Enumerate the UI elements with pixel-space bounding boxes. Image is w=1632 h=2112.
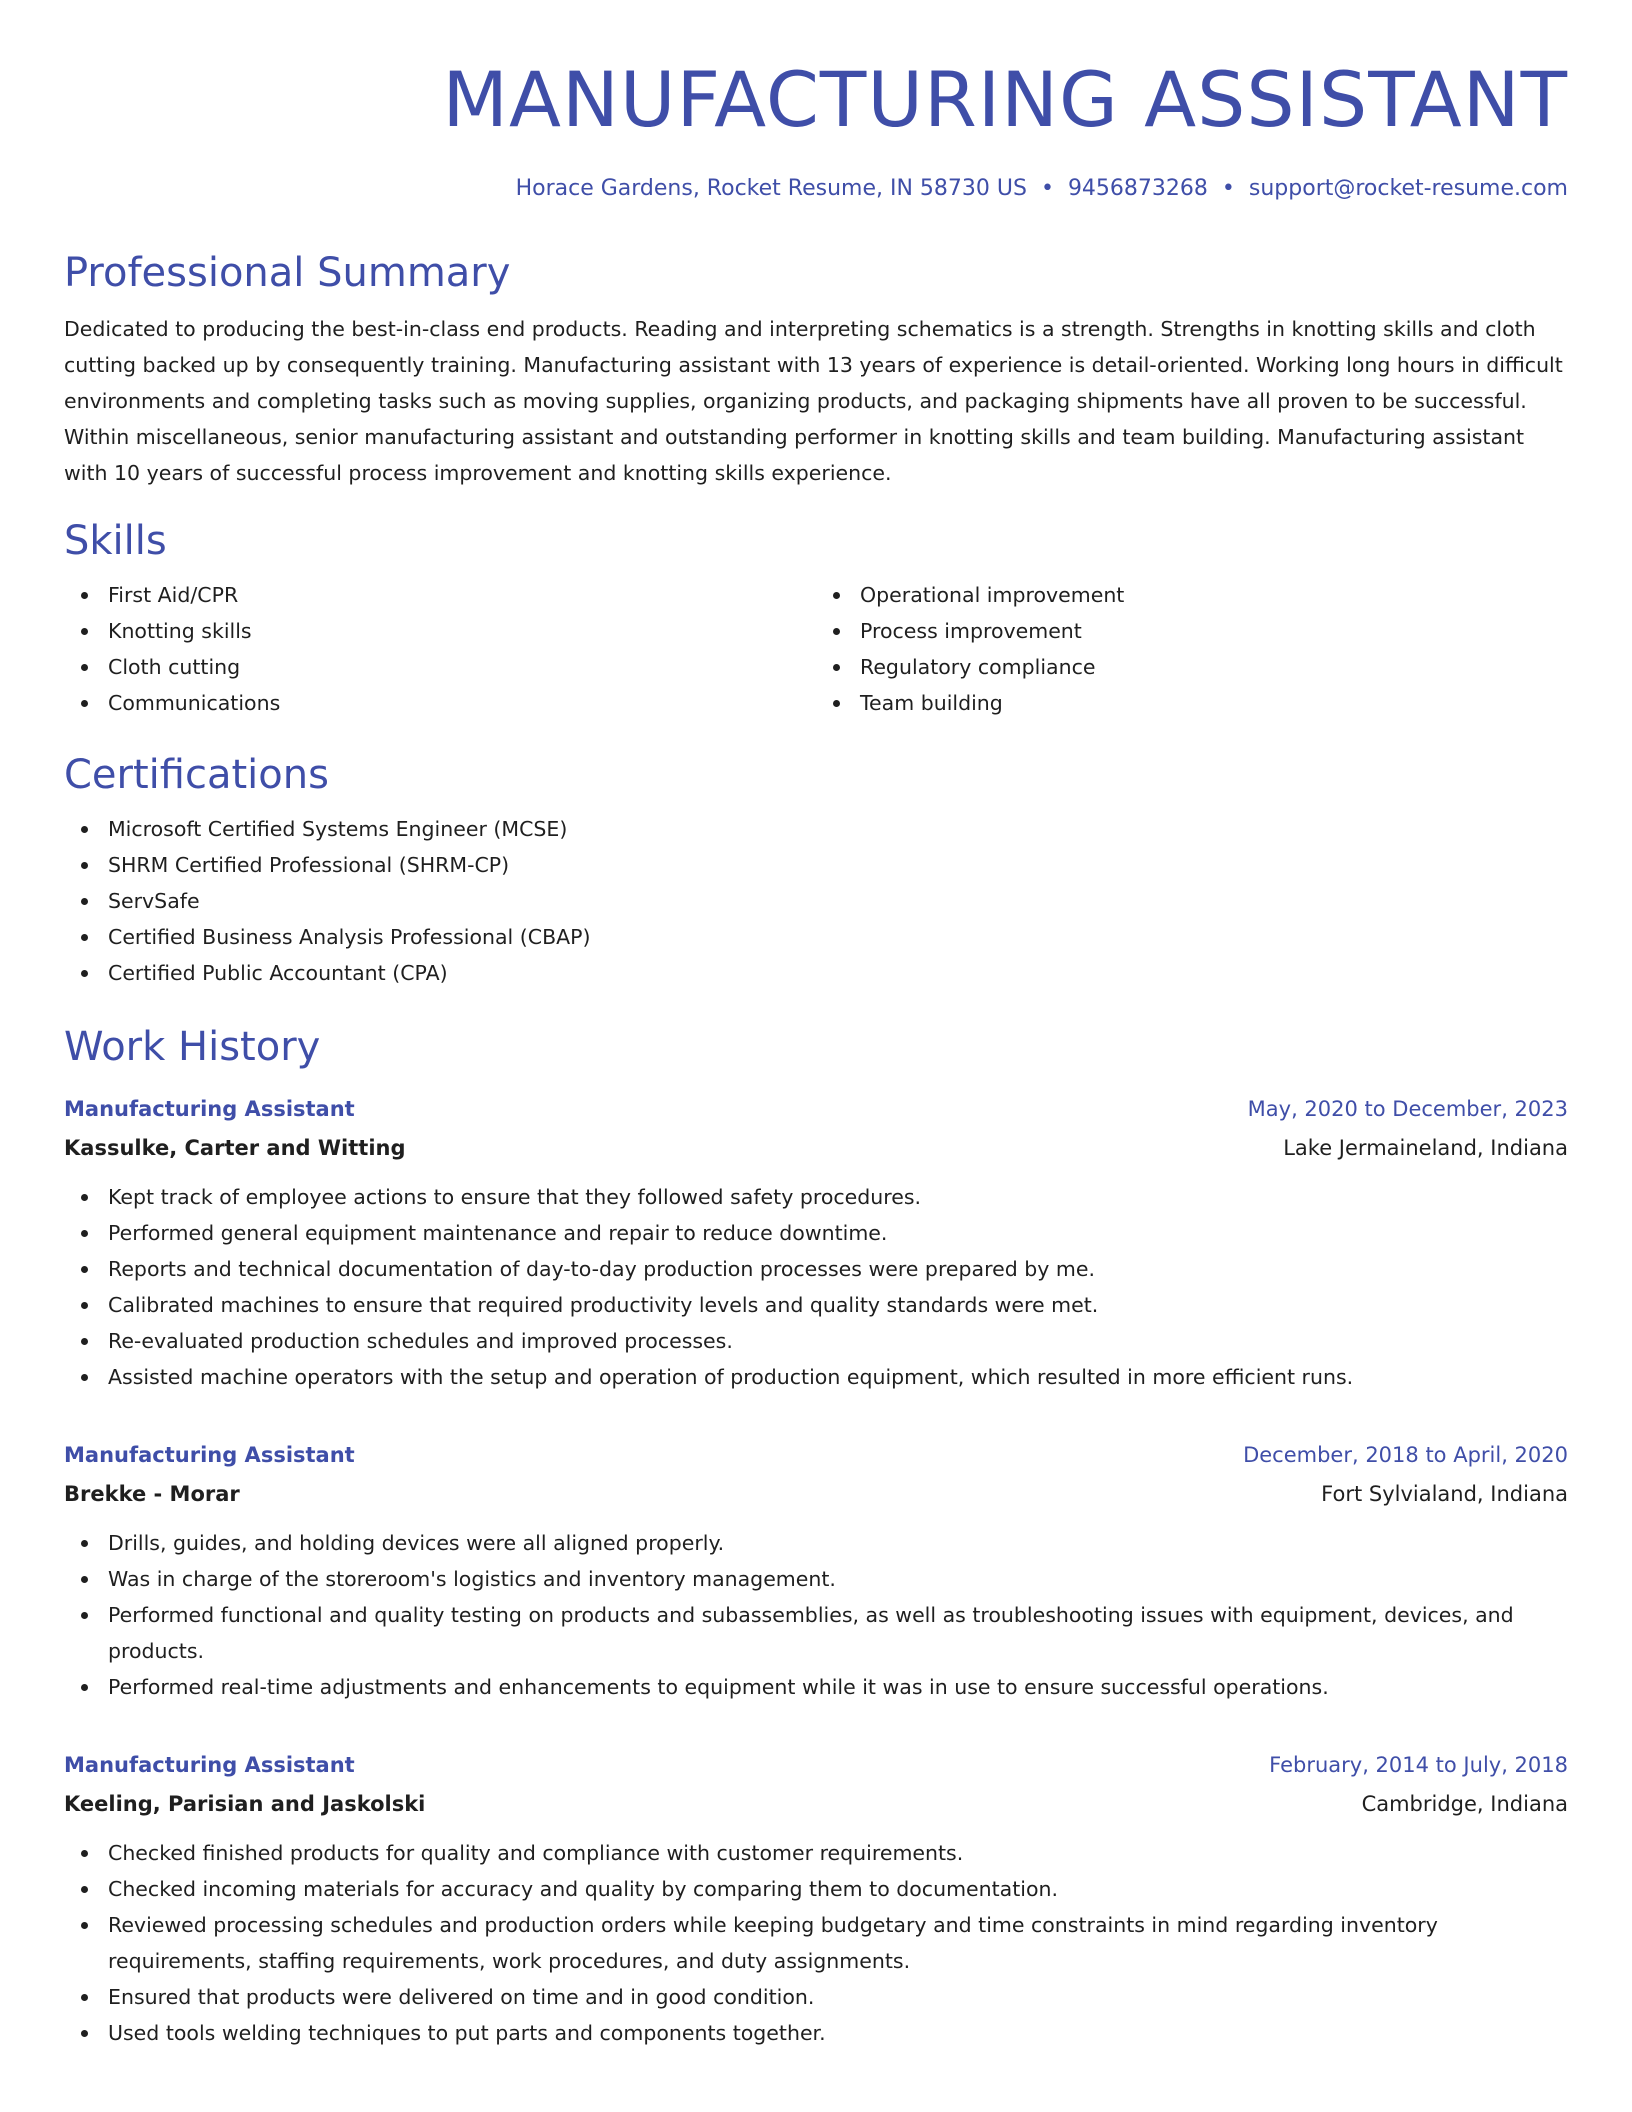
job-header-row (64, 1089, 1568, 1129)
job-bullet: Calibrated machines to ensure that required productivity levels and quality standards were met. (108, 1287, 1568, 1323)
summary-text: Dedicated to producing the best-in-class end products. Reading and interpreting schematics is a strength. Strengths in knotting skills and cloth cutting backed up by consequently training. Manufacturing assistant with 13 years of experience is detail-oriented. Working long hours in difficult environments and completing tasks such as moving supplies, organizing products, and packaging shipments have all proven to be successful. Within miscellaneous, senior manufacturing assistant and outstanding performer in knotting skills and team building. Manufacturing assistant with 10 years of successful process improvement and knotting skills experience. (64, 317, 1563, 485)
skill-item: Regulatory compliance (860, 649, 1568, 685)
job-bullet: Checked incoming materials for accuracy and quality by comparing them to documentation. (108, 1871, 1568, 1907)
job-title: Manufacturing Assistant (64, 1097, 355, 1121)
job-company-row (64, 1475, 1568, 1513)
job-bullet: Ensured that products were delivered on time and in good condition. (108, 1979, 1568, 2015)
skill-item: Team building (860, 685, 1568, 721)
skill-item: Knotting skills (108, 613, 816, 649)
job-bullet: Re-evaluated production schedules and improved processes. (108, 1323, 1568, 1359)
skill-item: Cloth cutting (108, 649, 816, 685)
skills-list-right (816, 577, 1568, 721)
job-bullets (64, 1525, 1568, 1705)
job-header-row (64, 1435, 1568, 1475)
job-company-row (64, 1785, 1568, 1823)
job-title: Manufacturing Assistant (64, 1443, 355, 1467)
job-bullets (64, 1835, 1568, 2051)
contact-email: support@rocket-resume.com (1248, 176, 1568, 201)
job-company-row (64, 1129, 1568, 1167)
certification-item: SHRM Certified Professional (SHRM-CP) (108, 847, 1568, 883)
contact-line (64, 176, 1568, 201)
job-dates: May, 2020 to December, 2023 (1247, 1097, 1568, 1121)
certifications-list (64, 811, 1568, 991)
job-location: Cambridge, Indiana (1361, 1792, 1568, 1816)
skill-item: Communications (108, 685, 816, 721)
job-bullet: Was in charge of the storeroom's logistics and inventory management. (108, 1561, 1568, 1597)
skills-list-left (64, 577, 816, 721)
job-title: Manufacturing Assistant (64, 1753, 355, 1777)
skill-item: First Aid/CPR (108, 577, 816, 613)
contact-address: Horace Gardens, Rocket Resume, IN 58730 US (515, 176, 1027, 201)
job-bullet: Assisted machine operators with the setup and operation of production equipment, which resulted in more efficient runs. (108, 1359, 1568, 1395)
contact-phone: 9456873268 (1067, 176, 1208, 201)
resume-page (64, 0, 1568, 2051)
job-location: Fort Sylvialand, Indiana (1321, 1482, 1568, 1506)
section-title-skills: Skills (64, 518, 167, 564)
contact-separator: • (1221, 176, 1235, 201)
job-bullet: Performed general equipment maintenance and repair to reduce downtime. (108, 1215, 1568, 1251)
certification-item: Microsoft Certified Systems Engineer (MCSE) (108, 811, 1568, 847)
certification-item: ServSafe (108, 883, 1568, 919)
job-header-row (64, 1745, 1568, 1785)
job-bullet: Performed functional and quality testing on products and subassemblies, as well as troubleshooting issues with equipment, devices, and products. (108, 1597, 1568, 1669)
job-company: Kassulke, Carter and Witting (64, 1136, 406, 1160)
contact-separator: • (1040, 176, 1054, 201)
job-entry (64, 1089, 1568, 1395)
certification-item: Certified Public Accountant (CPA) (108, 955, 1568, 991)
section-title-certifications: Certifications (64, 752, 329, 798)
skill-item: Process improvement (860, 613, 1568, 649)
job-bullet: Reviewed processing schedules and production orders while keeping budgetary and time constraints in mind regarding inventory requirements, staffing requirements, work procedures, and duty assignments. (108, 1907, 1568, 1979)
section-title-summary: Professional Summary (64, 250, 511, 296)
job-company: Keeling, Parisian and Jaskolski (64, 1792, 426, 1816)
section-title-work-history: Work History (64, 1024, 321, 1070)
job-bullet: Used tools welding techniques to put parts and components together. (108, 2015, 1568, 2051)
job-bullets (64, 1179, 1568, 1395)
skills-grid (64, 577, 1568, 721)
job-bullet: Kept track of employee actions to ensure that they followed safety procedures. (108, 1179, 1568, 1215)
skill-item: Operational improvement (860, 577, 1568, 613)
job-dates: February, 2014 to July, 2018 (1269, 1753, 1568, 1777)
job-bullet: Drills, guides, and holding devices were all aligned properly. (108, 1525, 1568, 1561)
job-dates: December, 2018 to April, 2020 (1243, 1443, 1568, 1467)
job-entry (64, 1745, 1568, 2051)
job-location: Lake Jermaineland, Indiana (1283, 1136, 1568, 1160)
job-bullet: Performed real-time adjustments and enhancements to equipment while it was in use to ensure successful operations. (108, 1669, 1568, 1705)
job-bullet: Reports and technical documentation of day-to-day production processes were prepared by me. (108, 1251, 1568, 1287)
job-company: Brekke - Morar (64, 1482, 240, 1506)
job-bullet: Checked finished products for quality and compliance with customer requirements. (108, 1835, 1568, 1871)
certification-item: Certified Business Analysis Professional (CBAP) (108, 919, 1568, 955)
resume-name: MANUFACTURING ASSISTANT (442, 55, 1568, 144)
job-entry (64, 1435, 1568, 1705)
